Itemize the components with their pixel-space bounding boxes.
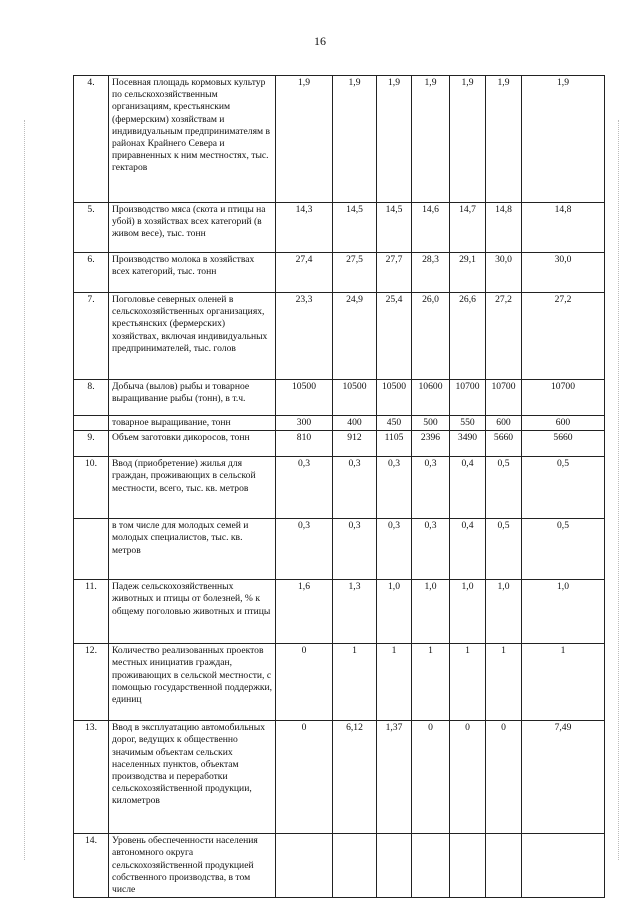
indicator-label: Количество реализованных проектов местных инициатив граждан, проживающих в сельской местности, с помощью государственной поддержки, единиц — [109, 644, 276, 721]
indicator-value: 29,1 — [450, 253, 486, 293]
indicator-value: 0,5 — [486, 457, 522, 519]
indicator-value: 1 — [522, 644, 605, 721]
indicator-value: 1,9 — [522, 76, 605, 203]
indicator-value: 30,0 — [486, 253, 522, 293]
indicator-value: 26,0 — [412, 293, 450, 380]
indicator-value: 0,5 — [522, 457, 605, 519]
indicator-value: 0,5 — [522, 519, 605, 580]
indicator-value: 300 — [276, 416, 333, 431]
indicator-label: товарное выращивание, тонн — [109, 416, 276, 431]
indicator-label: Производство мяса (скота и птицы на убой) в хозяйствах всех категорий (в живом весе), тыс. тонн — [109, 203, 276, 253]
table-row — [74, 293, 605, 380]
indicator-value: 1,9 — [412, 76, 450, 203]
table-row — [74, 519, 605, 580]
indicator-value: 10500 — [377, 380, 412, 416]
indicator-value: 27,4 — [276, 253, 333, 293]
indicator-value: 1,0 — [522, 580, 605, 644]
indicator-value: 0,5 — [486, 519, 522, 580]
indicator-value: 1,0 — [486, 580, 522, 644]
indicator-value: 6,12 — [333, 721, 377, 834]
indicator-value: 5660 — [522, 431, 605, 457]
indicator-value — [333, 834, 377, 898]
indicator-value — [377, 834, 412, 898]
indicator-value: 500 — [412, 416, 450, 431]
indicator-value: 10700 — [486, 380, 522, 416]
indicator-value: 1,6 — [276, 580, 333, 644]
table-row — [74, 721, 605, 834]
row-number: 5. — [74, 203, 109, 253]
indicator-value: 3490 — [450, 431, 486, 457]
indicator-value: 1,9 — [450, 76, 486, 203]
indicator-value — [522, 834, 605, 898]
indicator-value: 1105 — [377, 431, 412, 457]
indicator-value: 1,9 — [276, 76, 333, 203]
right-margin-dots — [618, 120, 620, 860]
indicator-value: 0 — [276, 721, 333, 834]
indicator-label: Добыча (вылов) рыбы и товарное выращивание рыбы (тонн), в т.ч. — [109, 380, 276, 416]
indicator-value: 1,0 — [377, 580, 412, 644]
indicator-label: Падеж сельскохозяйственных животных и птицы от болезней, % к общему поголовью животных и птицы — [109, 580, 276, 644]
indicator-label: в том числе для молодых семей и молодых специалистов, тыс. кв. метров — [109, 519, 276, 580]
indicator-value — [276, 834, 333, 898]
indicator-value: 0,3 — [276, 519, 333, 580]
indicator-value: 0,4 — [450, 519, 486, 580]
indicator-value: 27,2 — [522, 293, 605, 380]
indicator-value: 1,0 — [412, 580, 450, 644]
indicator-value — [450, 834, 486, 898]
indicator-value: 0 — [486, 721, 522, 834]
indicator-value: 25,4 — [377, 293, 412, 380]
indicator-value: 1,37 — [377, 721, 412, 834]
indicator-value: 0,3 — [333, 457, 377, 519]
indicator-value: 14,5 — [377, 203, 412, 253]
indicator-value: 10700 — [522, 380, 605, 416]
indicator-value: 1,9 — [486, 76, 522, 203]
indicator-label: Уровень обеспеченности населения автономного округа сельскохозяйственной продукцией собственного производства, в том числе — [109, 834, 276, 898]
indicator-value: 450 — [377, 416, 412, 431]
indicator-value: 1 — [412, 644, 450, 721]
indicator-label: Ввод в эксплуатацию автомобильных дорог, ведущих к общественно значимым объектам сельских населенных пунктов, объектам производства и переработки сельскохозяйственной продукции, километров — [109, 721, 276, 834]
indicator-value: 14,8 — [486, 203, 522, 253]
indicator-value: 0 — [412, 721, 450, 834]
indicator-value: 27,2 — [486, 293, 522, 380]
indicator-value: 10500 — [276, 380, 333, 416]
indicator-value: 2396 — [412, 431, 450, 457]
indicator-value: 0,3 — [377, 457, 412, 519]
indicator-label: Объем заготовки дикоросов, тонн — [109, 431, 276, 457]
indicator-value: 400 — [333, 416, 377, 431]
indicator-value: 14,7 — [450, 203, 486, 253]
table-body — [74, 76, 605, 898]
left-margin-dots — [24, 120, 26, 860]
page-number: 16 — [314, 34, 326, 48]
indicator-value: 1,9 — [377, 76, 412, 203]
indicator-value: 600 — [522, 416, 605, 431]
indicator-value: 10600 — [412, 380, 450, 416]
indicator-label: Посевная площадь кормовых культур по сельскохозяйственным организациям, крестьянским (фермерским) хозяйствам и индивидуальным предпринимателям в районах Крайнего Севера и приравненных к ним местностях, тыс. гектаров — [109, 76, 276, 203]
indicator-value: 0,4 — [450, 457, 486, 519]
indicator-value — [412, 834, 450, 898]
indicator-value: 0 — [450, 721, 486, 834]
table-row — [74, 253, 605, 293]
indicator-value: 1,0 — [450, 580, 486, 644]
row-number: 7. — [74, 293, 109, 380]
table-row — [74, 834, 605, 898]
indicator-value: 27,7 — [377, 253, 412, 293]
indicator-value: 1 — [377, 644, 412, 721]
indicator-value: 10500 — [333, 380, 377, 416]
table-row — [74, 644, 605, 721]
row-number: 10. — [74, 457, 109, 519]
row-number — [74, 519, 109, 580]
indicator-value: 0,3 — [333, 519, 377, 580]
indicator-value: 0,3 — [412, 519, 450, 580]
table-row — [74, 203, 605, 253]
indicator-value: 14,5 — [333, 203, 377, 253]
indicator-value: 1 — [486, 644, 522, 721]
row-number: 14. — [74, 834, 109, 898]
indicator-value: 7,49 — [522, 721, 605, 834]
table-row — [74, 76, 605, 203]
indicator-label: Поголовье северных оленей в сельскохозяйственных организациях, крестьянских (фермерских) хозяйствах, включая индивидуальных предпринимателей, тыс. голов — [109, 293, 276, 380]
table-row — [74, 457, 605, 519]
indicator-value: 24,9 — [333, 293, 377, 380]
indicator-value: 810 — [276, 431, 333, 457]
indicator-value: 0,3 — [412, 457, 450, 519]
indicator-value: 0,3 — [377, 519, 412, 580]
row-number: 6. — [74, 253, 109, 293]
row-number — [74, 416, 109, 431]
indicator-value — [486, 834, 522, 898]
indicator-value: 1,9 — [333, 76, 377, 203]
row-number: 9. — [74, 431, 109, 457]
table-row — [74, 380, 605, 416]
table-row — [74, 580, 605, 644]
indicator-value: 14,8 — [522, 203, 605, 253]
row-number: 12. — [74, 644, 109, 721]
indicator-value: 0,3 — [276, 457, 333, 519]
table-row — [74, 431, 605, 457]
indicators-table — [73, 75, 605, 898]
indicator-value: 26,6 — [450, 293, 486, 380]
indicator-value: 1 — [333, 644, 377, 721]
indicator-value: 912 — [333, 431, 377, 457]
indicator-value: 5660 — [486, 431, 522, 457]
row-number: 8. — [74, 380, 109, 416]
indicator-value: 30,0 — [522, 253, 605, 293]
indicator-value: 28,3 — [412, 253, 450, 293]
indicator-value: 1,3 — [333, 580, 377, 644]
indicator-value: 14,3 — [276, 203, 333, 253]
row-number: 4. — [74, 76, 109, 203]
row-number: 13. — [74, 721, 109, 834]
indicator-value: 550 — [450, 416, 486, 431]
indicator-value: 10700 — [450, 380, 486, 416]
indicator-value: 27,5 — [333, 253, 377, 293]
row-number: 11. — [74, 580, 109, 644]
indicator-label: Ввод (приобретение) жилья для граждан, проживающих в сельской местности, всего, тыс. кв. метров — [109, 457, 276, 519]
table-row — [74, 416, 605, 431]
indicator-label: Производство молока в хозяйствах всех категорий, тыс. тонн — [109, 253, 276, 293]
indicator-value: 14,6 — [412, 203, 450, 253]
indicator-value: 600 — [486, 416, 522, 431]
indicator-value: 1 — [450, 644, 486, 721]
indicator-value: 23,3 — [276, 293, 333, 380]
indicator-value: 0 — [276, 644, 333, 721]
